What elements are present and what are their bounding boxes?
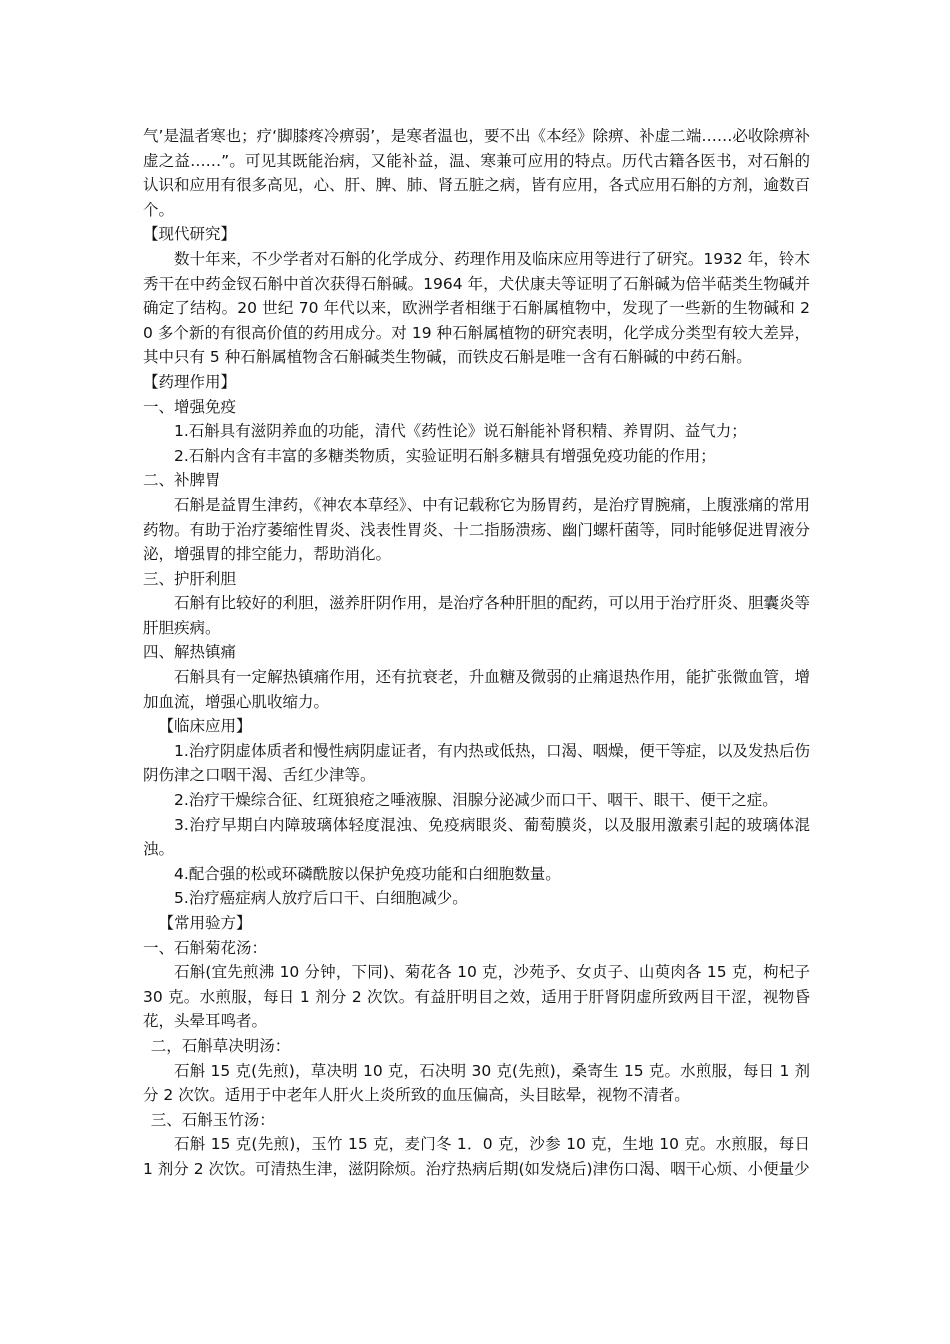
subheading-recipe-1: 一、石斛菊花汤： xyxy=(143,938,268,957)
subheading-recipe-3: 三、石斛玉竹汤： xyxy=(150,1110,275,1129)
list-item: 1.石斛具有滋阴养血的功能，清代《药性论》说石斛能补肾积精、养胃阴、益气力； xyxy=(174,422,747,441)
paragraph: 气’是温者寒也；疗‘脚膝疼冷痹弱’，是寒者温也，要不出《本经》除痹、补虚二端……必收除痹补虚之益……”。可见其既能治病，又能补益，温、寒兼可应用的特点。历代古籍各医书，对石斛的认识和应用有很多高见，心、肝、脾、肺、肾五脏之病，皆有应用，各式应用石斛的方剂，逾数百个。 xyxy=(143,127,810,219)
list-item: 2.石斛内含有丰富的多糖类物质，实验证明石斛多糖具有增强免疫功能的作用； xyxy=(174,446,716,465)
paragraph: 数十年来，不少学者对石斛的化学成分、药理作用及临床应用等进行了研究。1932 年，铃木秀干在中药金钗石斛中首次获得石斛碱。1964 年，犬伏康夫等证明了石斛碱为倍半萜类生物碱并确定了结构。20 世纪 70 年代以来，欧洲学者相继于石斛属植物中，发现了一些新的生物碱和 20 多个新的有很高价值的药用成分。对 19 种石斛属植物的研究表明，化学成分类型有较大差异，其中只有 5 种石斛属植物含石斛碱类生物碱，而铁皮石斛是唯一含有石斛碱的中药石斛。 xyxy=(143,249,810,367)
subheading-antipyretic: 四、解热镇痛 xyxy=(143,643,237,662)
subheading-immunity: 一、增强免疫 xyxy=(143,397,237,416)
list-item: 1.治疗阴虚体质者和慢性病阴虚证者，有内热或低热，口渴、咽燥，便干等症，以及发热后伤阴伤津之口咽干渴、舌红少津等。 xyxy=(143,741,810,785)
paragraph: 石斛(宜先煎沸 10 分钟，下同)、菊花各 10 克，沙苑予、女贞子、山萸肉各 15 克，枸杞子 30 克。水煎服，每日 1 剂分 2 次饮。有益肝明目之效，适用于肝肾阴虚所致两目干涩，视物昏花，头晕耳鸣者。 xyxy=(143,963,810,1031)
subheading-recipe-2: 二，石斛草决明汤： xyxy=(150,1036,291,1055)
paragraph: 石斛 15 克(先煎)，玉竹 15 克，麦门冬 1．0 克，沙参 10 克，生地 10 克。水煎服，每日 1 剂分 2 次饮。可清热生津，滋阴除烦。治疗热病后期(如发烧后)津伤口渴、咽干心烦、小便量少 xyxy=(143,1135,810,1178)
paragraph: 石斛是益胃生津药，《神农本草经》、中有记载称它为肠胃药，是治疗胃腕痛，上腹涨痛的常用药物。有助于治疗萎缩性胃炎、浅表性胃炎、十二指肠溃疡、幽门螺杆菌等，同时能够促进胃液分泌，增强胃的排空能力，帮助消化。 xyxy=(143,495,810,564)
section-heading-prescriptions: 【常用验方】 xyxy=(158,914,252,932)
section-heading-modern-research: 【现代研究】 xyxy=(143,225,237,244)
list-item: 3.治疗早期白内障玻璃体轻度混浊、免疫病眼炎、葡萄膜炎，以及服用激素引起的玻璃体混浊。 xyxy=(143,815,810,859)
section-heading-pharmacology: 【药理作用】 xyxy=(143,372,237,391)
subheading-liver-gallbladder: 三、护肝利胆 xyxy=(143,569,237,588)
subheading-spleen-stomach: 二、补脾胃 xyxy=(143,471,221,490)
list-item: 4.配合强的松或环磷酰胺以保护免疫功能和白细胞数量。 xyxy=(174,864,561,883)
paragraph: 石斛 15 克(先煎)，草决明 10 克，石决明 30 克(先煎)，桑寄生 15 克。水煎服，每日 1 剂分 2 次饮。适用于中老年人肝火上炎所致的血压偏高，头目眩晕，视物不清者。 xyxy=(143,1061,810,1105)
paragraph: 石斛具有一定解热镇痛作用，还有抗衰老，升血糖及微弱的止痛退热作用，能扩张微血管，增加血流，增强心肌收缩力。 xyxy=(143,668,810,711)
paragraph: 石斛有比较好的利胆，滋养肝阴作用，是治疗各种肝胆的配药，可以用于治疗肝炎、胆囊炎等肝胆疾病。 xyxy=(143,594,810,637)
section-heading-clinical: 【临床应用】 xyxy=(158,717,252,736)
list-item: 5.治疗癌症病人放疗后口干、白细胞减少。 xyxy=(174,889,468,908)
list-item: 2.治疗干燥综合征、红斑狼疮之唾液腺、泪腺分泌减少而口干、咽干、眼干、便干之症。 xyxy=(174,791,778,810)
